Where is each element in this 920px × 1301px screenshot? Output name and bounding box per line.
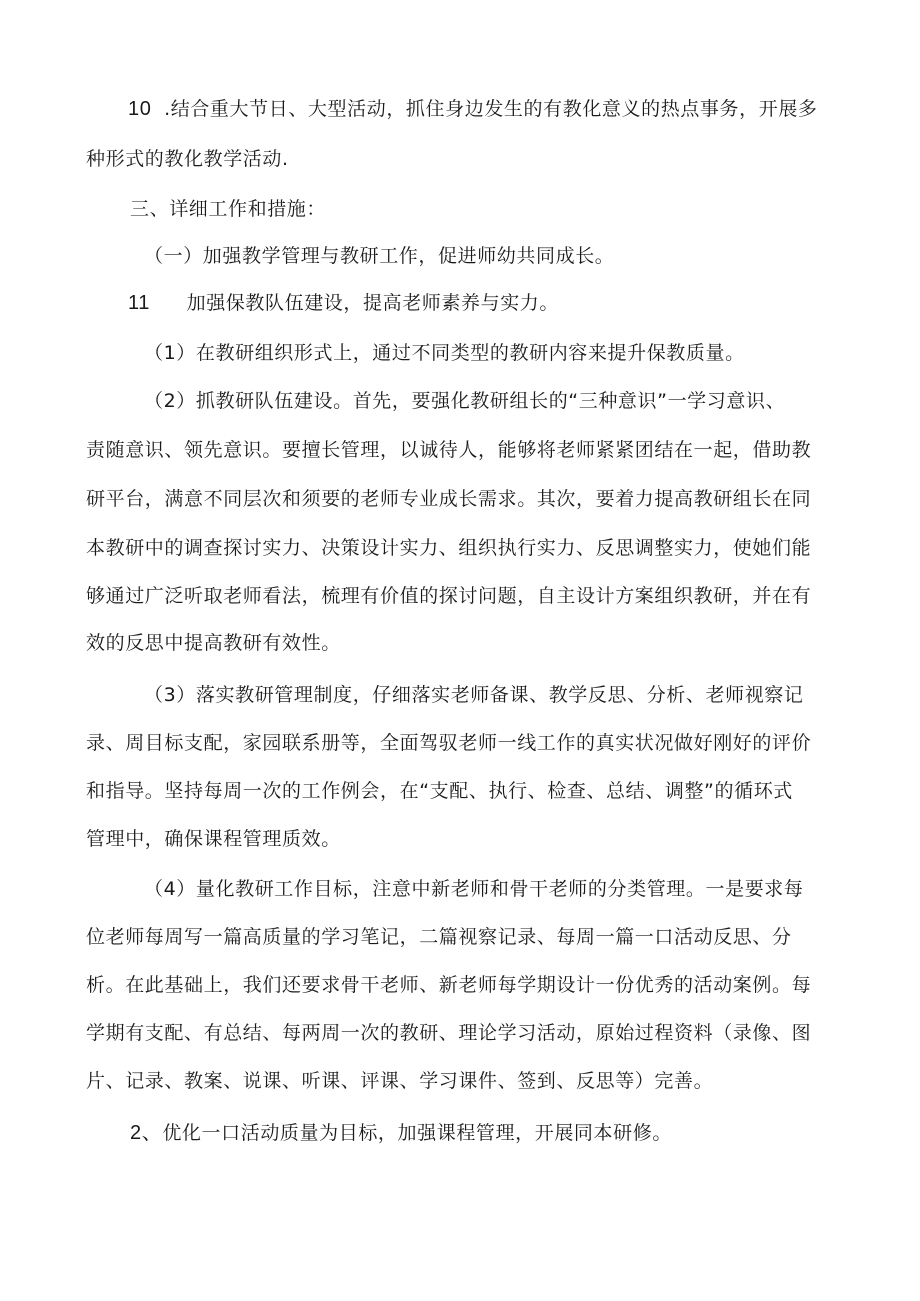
para-2-text-1: 抓教研队伍建设。首先，要强化教研组长的“三种意识”一学习意识、 bbox=[195, 390, 786, 412]
item-2-text: 优化一口活动质量为目标，加强课程管理，开展同本研修。 bbox=[162, 1122, 672, 1144]
item-11 bbox=[128, 290, 559, 316]
section-3-heading: 三、详细工作和措施： bbox=[130, 198, 327, 220]
para-2-line-6: 效的反思中提高教研有效性。 bbox=[86, 632, 341, 654]
para-4-line-2: 位老师每周写一篇高质量的学习笔记，二篇视察记录、每周一篇一口活动反思、分 bbox=[86, 926, 792, 948]
item-2 bbox=[130, 1120, 672, 1146]
para-4-line-4: 学期有支配、有总结、每两周一次的教研、理论学习活动，原始过程资料（录像、图 bbox=[86, 1022, 812, 1044]
para-2-line-4: 本教研中的调查探讨实力、决策设计实力、组织执行实力、反思调整实力，使她们能 bbox=[86, 537, 812, 559]
para-3-line-2: 录、周目标支配，家园联系册等，全面驾驭老师一线工作的真实状况做好刚好的评价 bbox=[86, 732, 812, 754]
para-1 bbox=[144, 340, 745, 366]
para-3-marker: （3） bbox=[144, 684, 196, 706]
para-2-line-2: 责随意识、领先意识。要擅长管理，以诚待人，能够将老师紧紧团结在一起，借助教 bbox=[86, 439, 812, 461]
para-2-line-5: 够通过广泛听取老师看法，梳理有价值的探讨问题，自主设计方案组织教研，并在有 bbox=[86, 585, 812, 607]
para-3-text-1: 落实教研管理制度，仔细落实老师备课、教学反思、分析、老师视察记 bbox=[195, 684, 804, 706]
para-3-line-4: 管理中，确保课程管理质效。 bbox=[86, 828, 341, 850]
item-11-number: 11 bbox=[128, 292, 150, 314]
item-10-line-2: 种形式的教化教学活动. bbox=[86, 148, 289, 170]
item-2-number: 2、 bbox=[130, 1122, 163, 1144]
para-1-text: 在教研组织形式上，通过不同类型的教研内容来提升保教质量。 bbox=[195, 342, 745, 364]
para-4-line-3: 析。在此基础上，我们还要求骨干老师、新老师每学期设计一份优秀的活动案例。每 bbox=[86, 974, 812, 996]
para-4-text-1: 量化教研工作目标，注意中新老师和骨干老师的分类管理。一是要求每 bbox=[195, 878, 804, 900]
para-4-line-5: 片、记录、教案、说课、听课、评课、学习课件、签到、反思等）完善。 bbox=[86, 1070, 714, 1092]
para-3-line-3: 和指导。坚持每周一次的工作例会，在“支配、执行、检查、总结、调整”的循环式 bbox=[86, 780, 793, 802]
item-11-text: 加强保教队伍建设，提高老师素养与实力。 bbox=[186, 292, 560, 314]
para-3-line-1 bbox=[144, 682, 804, 708]
para-4-line-1 bbox=[144, 876, 804, 902]
item-10-line-1 bbox=[128, 96, 818, 122]
subsection-1-heading: （一）加强教学管理与教研工作，促进师幼共同成长。 bbox=[144, 245, 615, 267]
item-10-text: .结合重大节日、大型活动，抓住身边发生的有教化意义的热点事务，开展多 bbox=[164, 98, 818, 120]
para-2-line-1 bbox=[144, 388, 785, 414]
para-2-marker: （2） bbox=[144, 390, 196, 412]
para-1-marker: （1） bbox=[144, 342, 196, 364]
para-2-line-3: 研平台，满意不同层次和须要的老师专业成长需求。其次，要着力提高教研组长在同 bbox=[86, 488, 812, 510]
item-10-number: 10 bbox=[128, 98, 152, 120]
para-4-marker: （4） bbox=[144, 878, 196, 900]
